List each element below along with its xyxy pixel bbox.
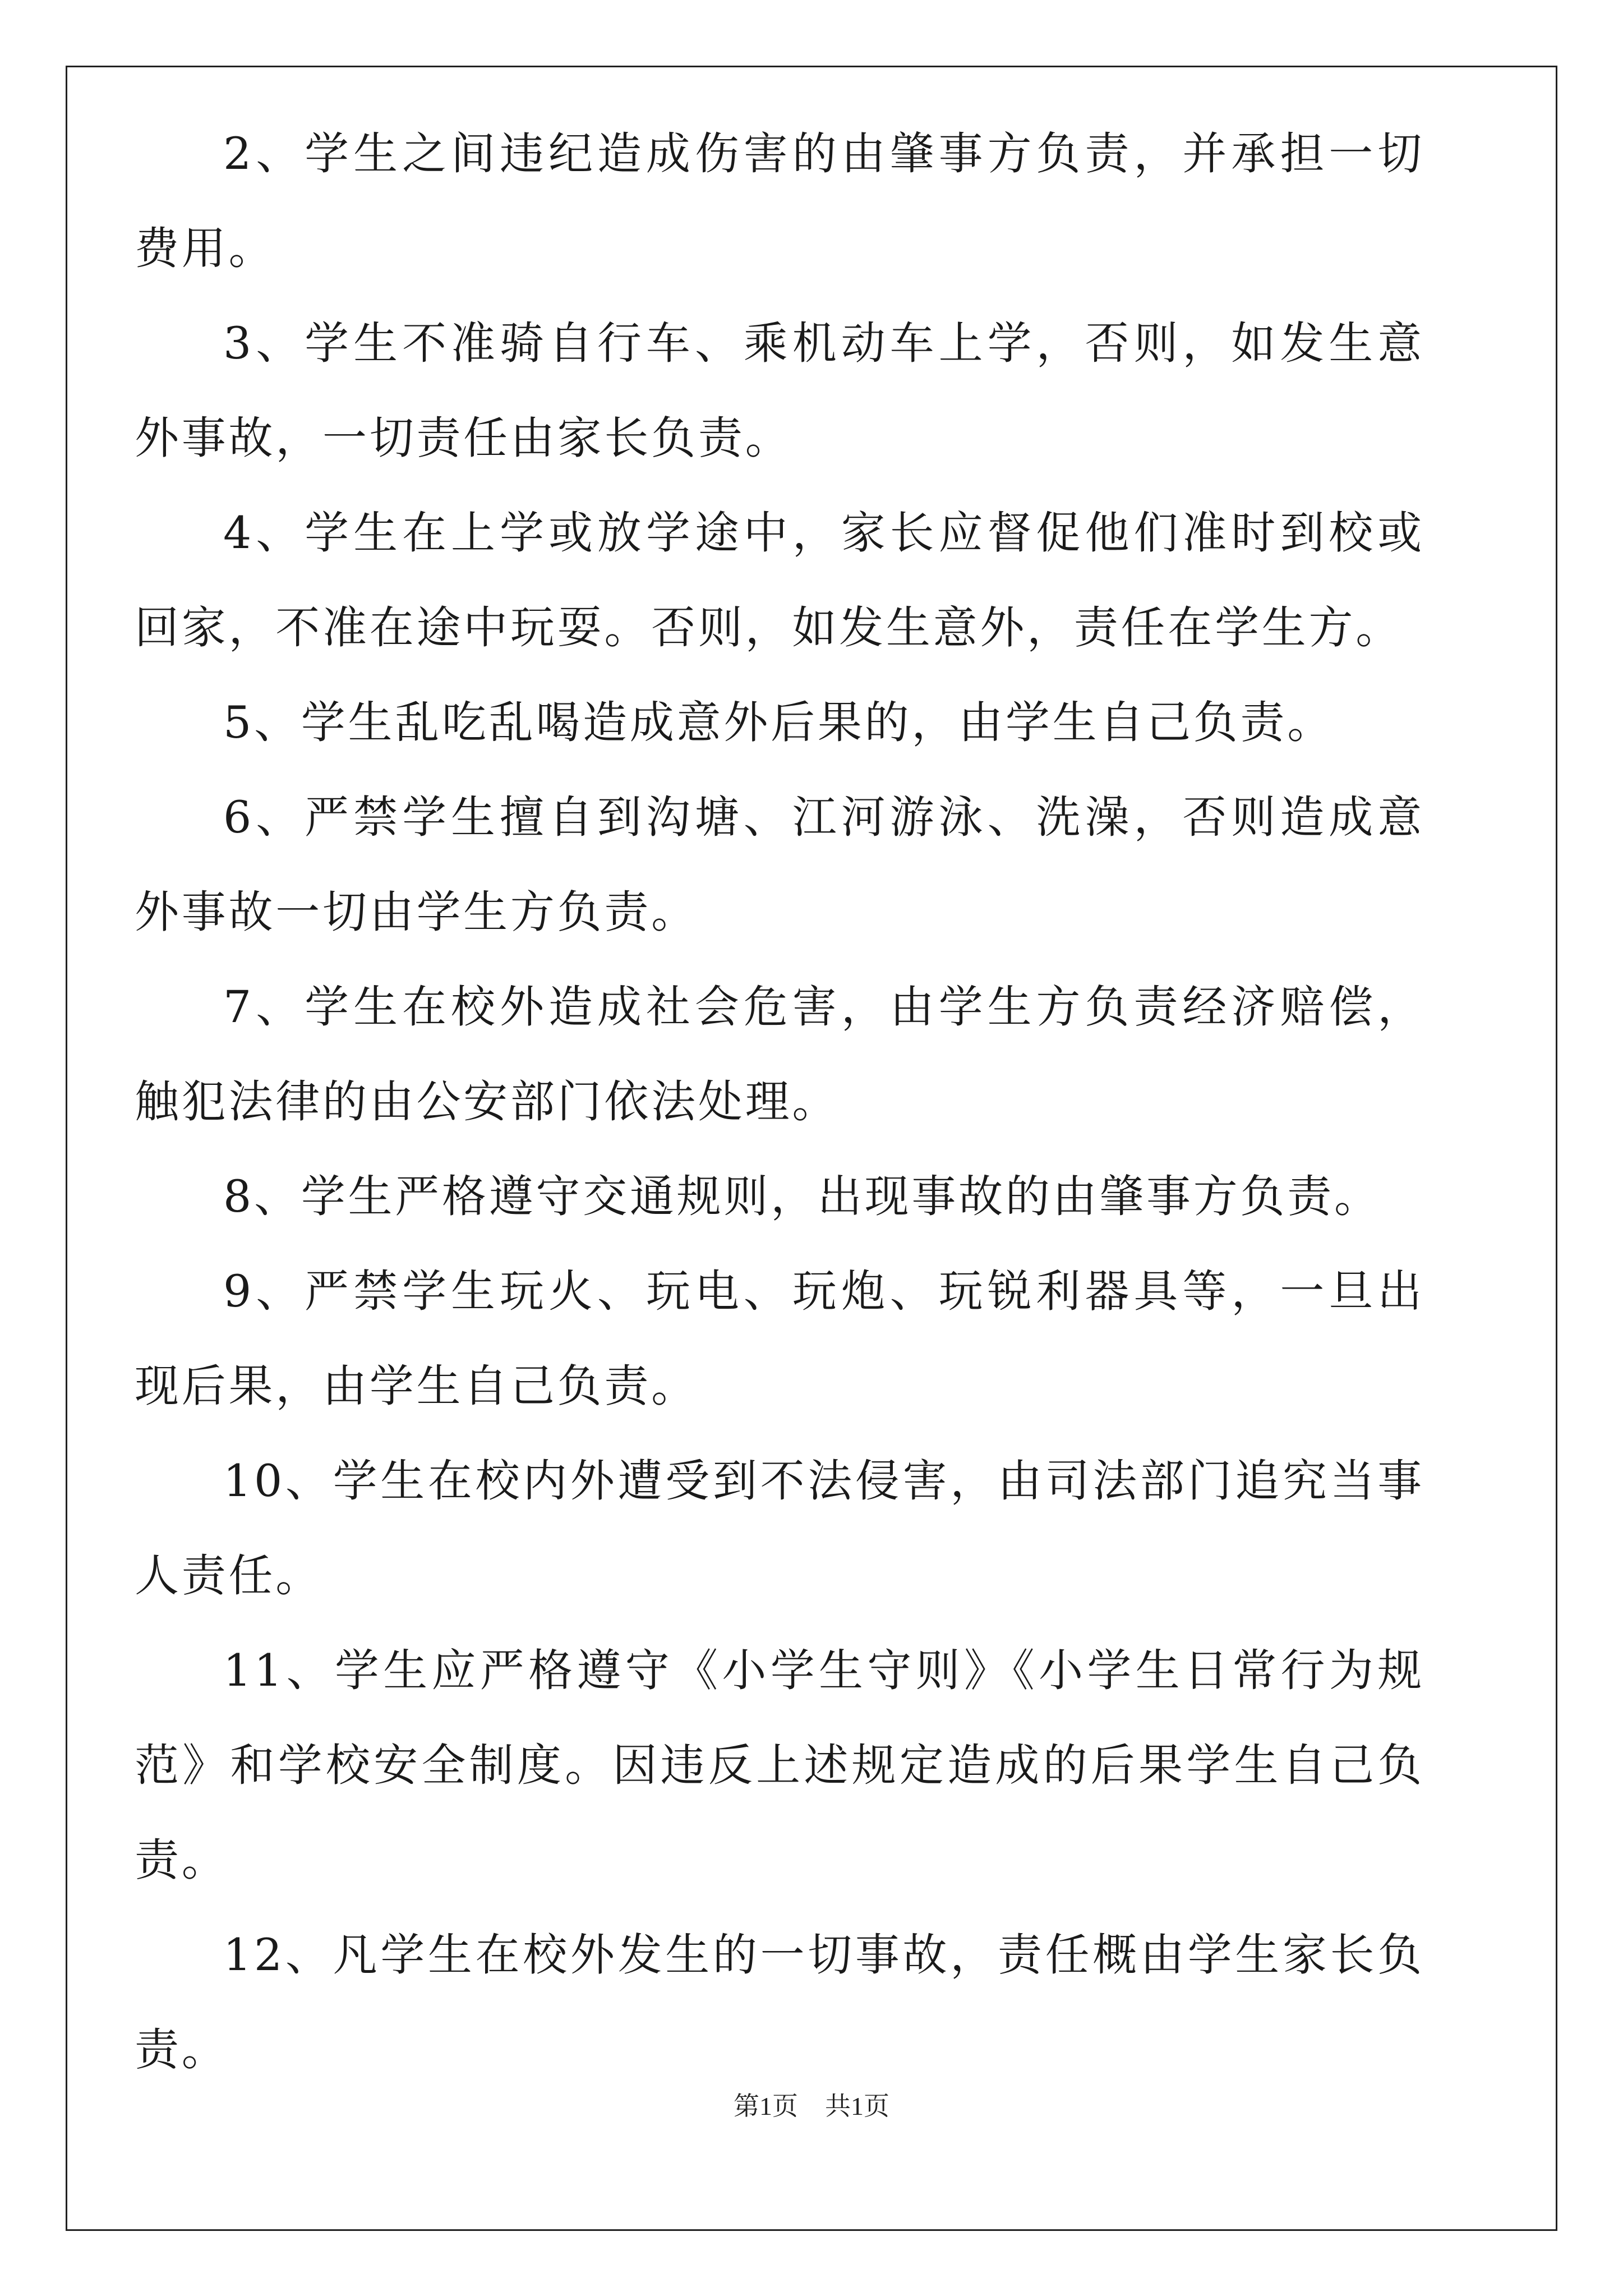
paragraph-item-8: 8、学生严格遵守交通规则，出现事故的由肇事方负责。 xyxy=(223,1171,1381,1222)
page-total: 共1页 xyxy=(825,2092,889,2120)
paragraph-item-4: 4、学生在上学或放学途中，家长应督促他们准时到校或回家，不准在途中玩耍。否则，如发生意外，责任在学生方。 xyxy=(135,507,1424,654)
paragraph-item-3: 3、学生不准骑自行车、乘机动车上学，否则，如发生意外事故，一切责任由家长负责。 xyxy=(135,318,1424,464)
page-number: 第1页 xyxy=(734,2092,798,2120)
paragraph-item-9: 9、严禁学生玩火、玩电、玩炮、玩锐利器具等，一旦出现后果，由学生自己负责。 xyxy=(135,1266,1424,1412)
paragraph-item-11: 11、学生应严格遵守《小学生守则》《小学生日常行为规范》和学校安全制度。因违反上述规定造成的后果学生自己负责。 xyxy=(135,1645,1424,1886)
document-body xyxy=(135,107,1424,2097)
paragraph-item-5: 5、学生乱吃乱喝造成意外后果的，由学生自己负责。 xyxy=(223,697,1335,748)
page-footer xyxy=(0,2086,1623,2123)
paragraph-item-6: 6、严禁学生擅自到沟塘、江河游泳、洗澡，否则造成意外事故一切由学生方负责。 xyxy=(135,792,1424,938)
paragraph-item-10: 10、学生在校内外遭受到不法侵害，由司法部门追究当事人责任。 xyxy=(135,1455,1424,1602)
paragraph-item-12: 12、凡学生在校外发生的一切事故，责任概由学生家长负责。 xyxy=(135,1929,1424,2076)
paragraph-item-2: 2、学生之间违纪造成伤害的由肇事方负责，并承担一切费用。 xyxy=(135,128,1424,274)
paragraph-item-7: 7、学生在校外造成社会危害，由学生方负责经济赔偿，触犯法律的由公安部门依法处理。 xyxy=(135,981,1424,1128)
